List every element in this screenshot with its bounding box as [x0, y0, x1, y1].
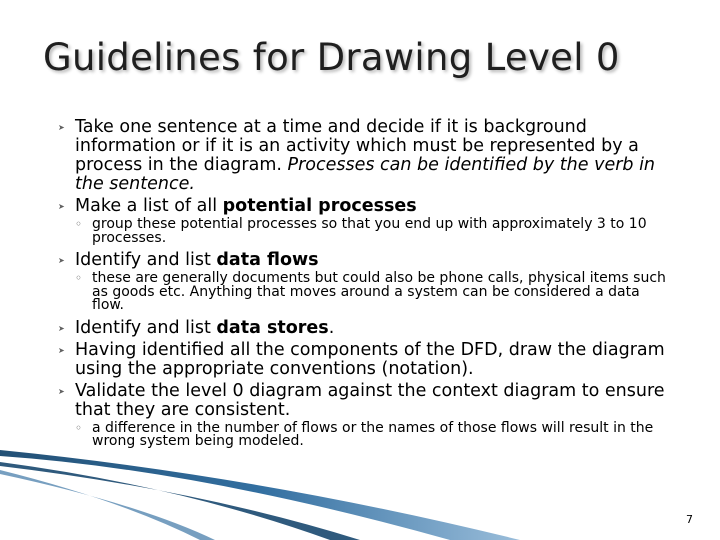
bullet-text: Identify and list [75, 317, 217, 338]
bullet-item [50, 382, 675, 420]
arrow-bullet-icon: ➤ [58, 345, 65, 355]
arrow-bullet-icon: ➤ [58, 256, 65, 265]
bullet-item [50, 197, 675, 216]
bullet-text: Take one sentence at a time and decide if it is background information or if it is an activity which must be represented by a process in the diagram. [75, 117, 639, 175]
bullet-text: a difference in the number of flows or the names of those flows will result in the wrong system being modeled. [92, 419, 654, 449]
bullet-text: data flows [216, 250, 319, 270]
slide-title: Guidelines for Drawing Level 0 [43, 36, 620, 79]
bullet-text: potential processes [222, 196, 417, 216]
bullet-text: Having identified all the components of the DFD, draw the diagram using the appropriate conventions (notation). [75, 339, 665, 379]
open-circle-bullet-icon: ◦ [75, 420, 83, 435]
bullet-text: these are generally documents but could also be phone calls, physical items such as goods etc. Anything that moves around a system can be considered a data flow. [92, 270, 666, 313]
arrow-bullet-icon: ➤ [58, 202, 65, 211]
bullet-text: Validate the level 0 diagram against the context diagram to ensure that they are consistent. [75, 380, 665, 420]
bullet-text: Processes can be identified by the verb in the sentence. [75, 155, 656, 194]
bullet-text: data stores [216, 317, 329, 338]
open-circle-bullet-icon: ◦ [75, 271, 83, 285]
bullet-list [50, 115, 675, 455]
bullet-item [50, 251, 675, 270]
sub-bullet-item [50, 272, 675, 313]
open-circle-bullet-icon: ◦ [75, 217, 83, 231]
arrow-bullet-icon: ➤ [58, 123, 65, 132]
bullet-item [50, 341, 675, 379]
bullet-text: . [328, 317, 335, 338]
bullet-text: Make a list of all [75, 196, 223, 216]
bullet-item [50, 319, 675, 338]
bullet-text: group these potential processes so that you end up with approximately 3 to 10 processes. [92, 216, 647, 246]
bullet-text: Identify and list [75, 250, 217, 270]
sub-bullet-item [50, 218, 675, 245]
arrow-bullet-icon: ➤ [58, 386, 65, 396]
bullet-item [50, 118, 675, 194]
page-number: 7 [686, 513, 693, 526]
decorative-swoosh [0, 440, 720, 540]
arrow-bullet-icon: ➤ [58, 323, 65, 333]
